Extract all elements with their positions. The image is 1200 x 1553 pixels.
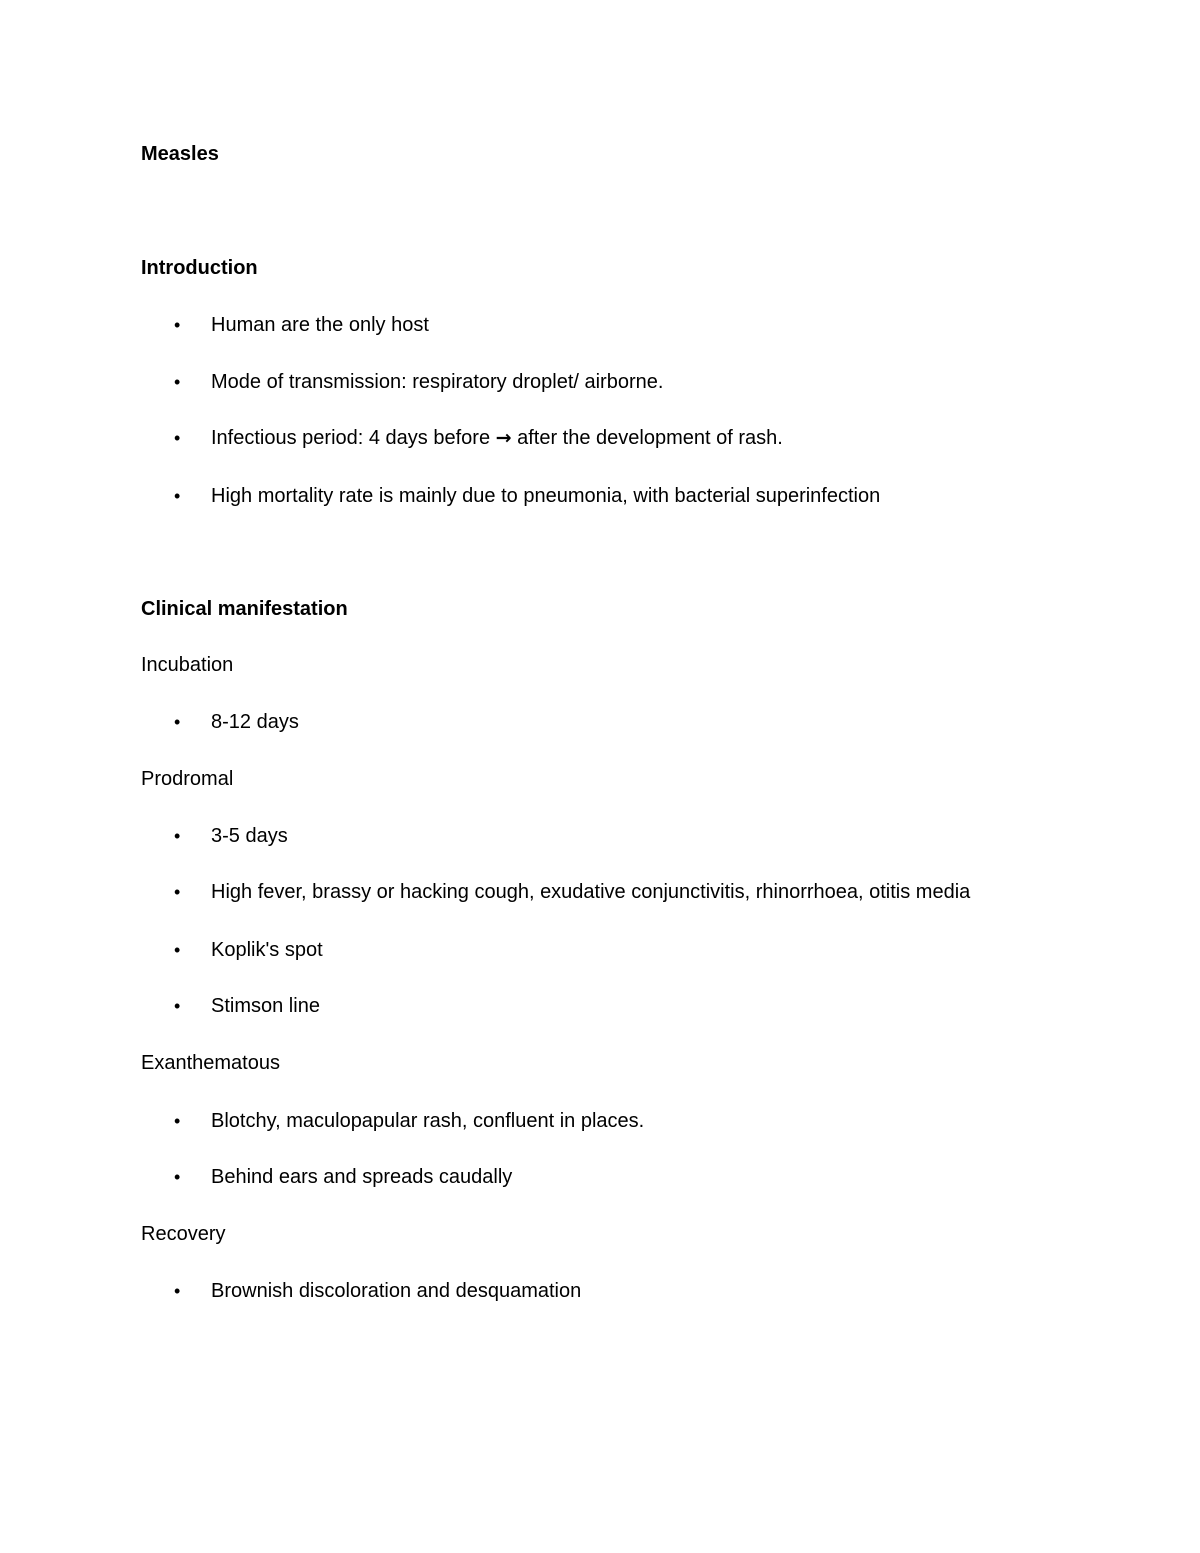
list-item [0, 313, 1200, 337]
list-item [0, 710, 1200, 734]
phase-label-prodromal: Prodromal [141, 768, 234, 790]
list-item [0, 1279, 1200, 1303]
list-item [0, 1165, 1200, 1189]
right-arrow-icon: → [495, 427, 512, 449]
list-item-text-before: Infectious period: 4 days before [211, 427, 496, 449]
list-item-text: Brownish discoloration and desquamation [211, 1280, 582, 1302]
list-item-text: 3-5 days [211, 825, 288, 847]
list-item [0, 426, 1200, 450]
list-item-text: Stimson line [211, 995, 320, 1017]
list-item [0, 880, 1200, 904]
section-heading-introduction: Introduction [141, 257, 258, 279]
list-item-text: Human are the only host [211, 314, 429, 336]
bullet-icon: • [174, 712, 181, 732]
bullet-icon: • [174, 826, 181, 846]
bullet-icon: • [174, 372, 181, 392]
bullet-icon: • [174, 315, 181, 335]
document-title: Measles [141, 143, 219, 165]
bullet-icon: • [174, 1167, 181, 1187]
bullet-icon: • [174, 428, 181, 448]
list-item-text: High fever, brassy or hacking cough, exudative conjunctivitis, rhinorrhoea, otitis media [211, 881, 971, 903]
bullet-icon: • [174, 1111, 181, 1131]
phase-label-exanthematous: Exanthematous [141, 1052, 280, 1074]
bullet-icon: • [174, 940, 181, 960]
list-item [0, 370, 1200, 394]
list-item [0, 1109, 1200, 1133]
phase-label-recovery: Recovery [141, 1223, 226, 1245]
bullet-icon: • [174, 882, 181, 902]
bullet-icon: • [174, 996, 181, 1016]
list-item-text: Behind ears and spreads caudally [211, 1166, 513, 1188]
list-item [0, 824, 1200, 848]
list-item [0, 938, 1200, 962]
list-item [0, 994, 1200, 1018]
section-heading-clinical-manifestation: Clinical manifestation [141, 598, 348, 620]
list-item-text: Mode of transmission: respiratory droplet/ airborne. [211, 371, 664, 393]
bullet-icon: • [174, 1281, 181, 1301]
list-item-text-after: after the development of rash. [511, 427, 783, 449]
list-item-text: Koplik's spot [211, 939, 323, 961]
list-item-text: High mortality rate is mainly due to pneumonia, with bacterial superinfection [211, 485, 881, 507]
list-item-text [211, 426, 783, 450]
list-item-text: 8-12 days [211, 711, 299, 733]
phase-label-incubation: Incubation [141, 654, 234, 676]
bullet-icon: • [174, 486, 181, 506]
list-item-text: Blotchy, maculopapular rash, confluent in places. [211, 1110, 645, 1132]
list-item [0, 484, 1200, 508]
